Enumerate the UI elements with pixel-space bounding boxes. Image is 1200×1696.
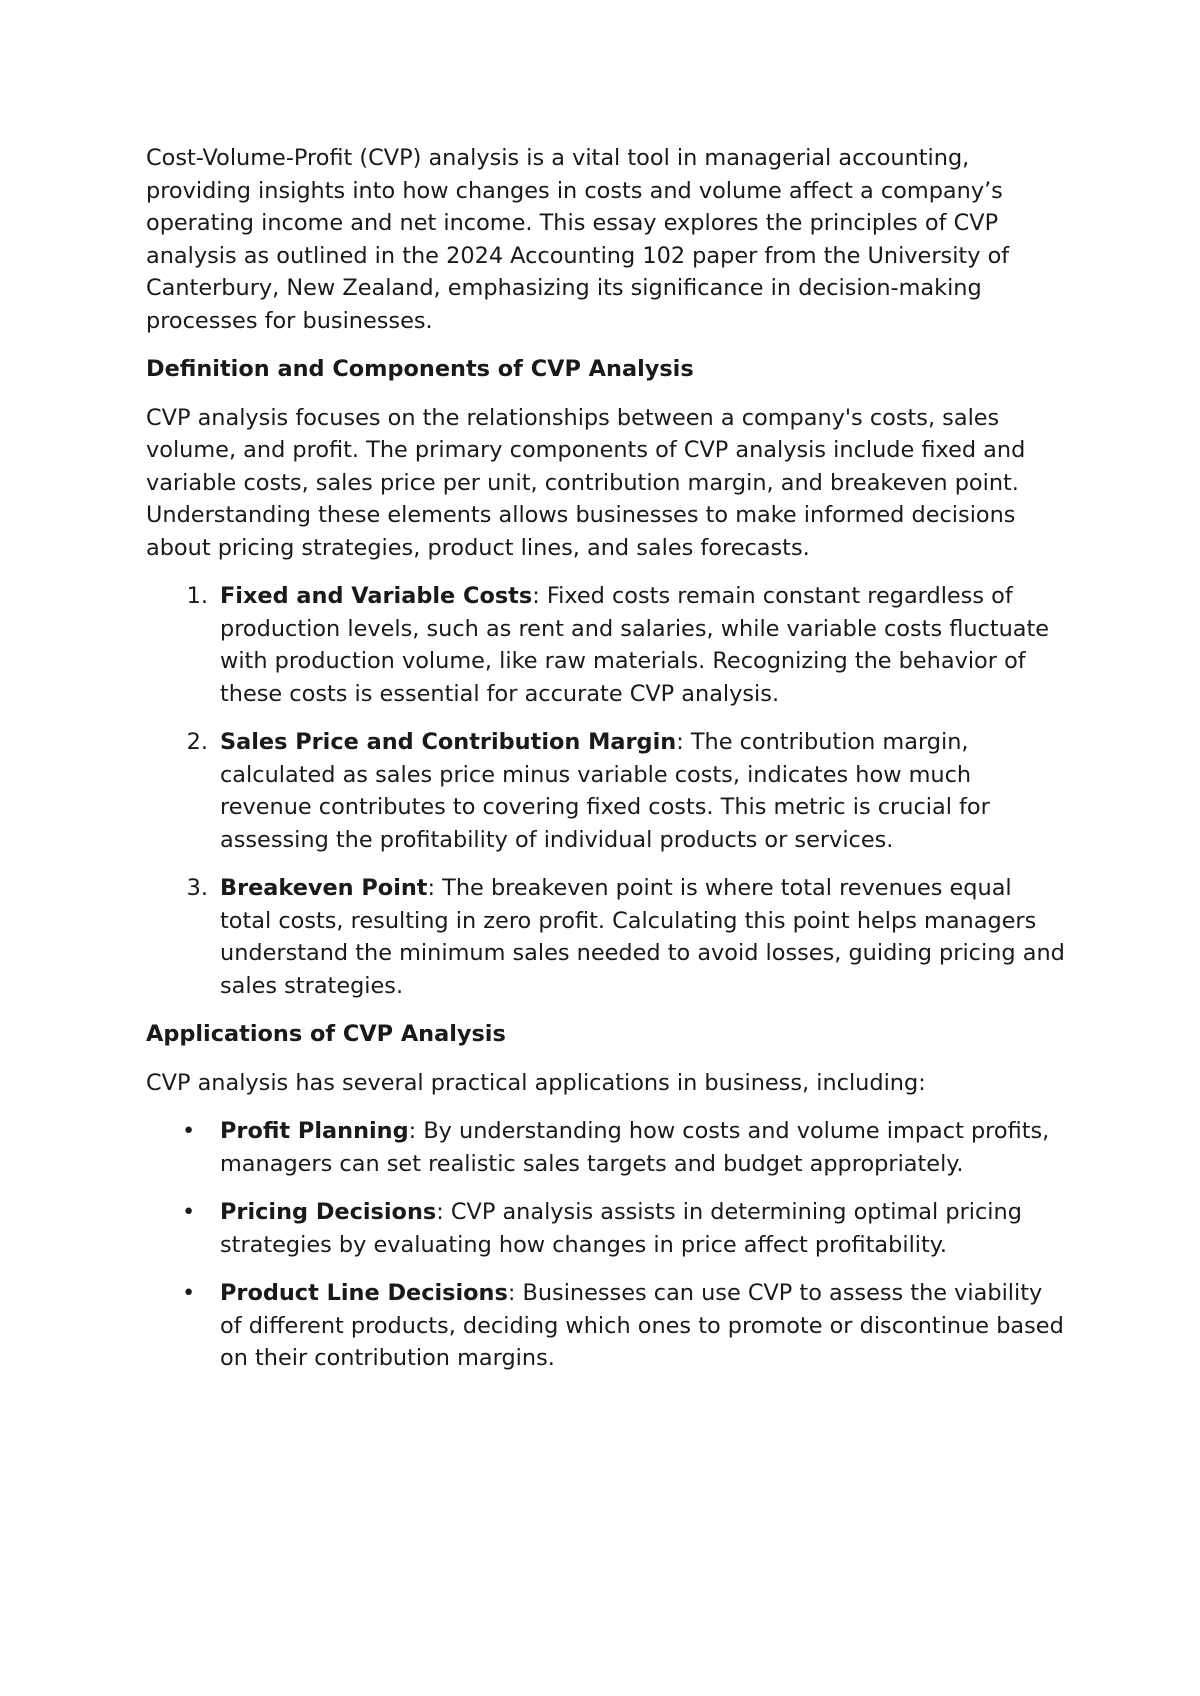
list-item-term: Profit Planning (220, 1118, 409, 1144)
list-item-text: : Businesses can use CVP to assess the viability of different products, deciding which ones to promote or discontinue based on their contribution margins. (220, 1280, 1064, 1371)
document-page (146, 142, 1066, 1391)
definition-paragraph: CVP analysis focuses on the relationships between a company's costs, sales volume, and profit. The primary components of CVP analysis include fixed and variable costs, sales price per unit, contribution margin, and breakeven point. Understanding these elements allows businesses to make informed decisions about pricing strategies, product lines, and sales forecasts. (146, 404, 1026, 561)
list-number: 1. (186, 583, 208, 609)
list-item-text: : Fixed costs remain constant regardless of production levels, such as rent and salaries, while variable costs fluctuate with production volume, like raw materials. Recognizing the behavior of these costs is essential for accurate CVP analysis. (220, 583, 1050, 707)
intro-paragraph: Cost-Volume-Profit (CVP) analysis is a vital tool in managerial accounting, providing insights into how changes in costs and volume affect a company’s operating income and net income. This essay explores the principles of CVP analysis as outlined in the 2024 Accounting 102 paper from the University of Canterbury, New Zealand, emphasizing its significance in decision-making processes for businesses. (146, 145, 1010, 334)
bullet-icon: • (182, 1118, 196, 1144)
applications-list (146, 1115, 1066, 1375)
bullet-icon: • (182, 1280, 196, 1306)
list-item-text: : The breakeven point is where total revenues equal total costs, resulting in zero profit. Calculating this point helps managers understand the minimum sales needed to avoid losses, guiding pricing and sales strategies. (220, 875, 1065, 999)
list-item-term: Fixed and Variable Costs (220, 583, 533, 609)
section-heading-applications: Applications of CVP Analysis (146, 1021, 506, 1047)
list-number: 2. (186, 729, 208, 755)
list-item-term: Pricing Decisions (220, 1199, 437, 1225)
list-item (146, 1196, 1066, 1261)
applications-paragraph: CVP analysis has several practical applications in business, including: (146, 1069, 926, 1096)
components-list (146, 580, 1066, 1002)
list-item (146, 1115, 1066, 1180)
section-heading-definition: Definition and Components of CVP Analysis (146, 356, 694, 382)
list-item-term: Breakeven Point (220, 875, 428, 901)
list-item-term: Product Line Decisions (220, 1280, 508, 1306)
list-item-text: : The contribution margin, calculated as sales price minus variable costs, indicates how much revenue contributes to covering fixed costs. This metric is crucial for assessing the profitability of individual products or services. (220, 729, 990, 853)
list-item-text: : By understanding how costs and volume impact profits, managers can set realistic sales targets and budget appropriately. (220, 1118, 1050, 1177)
list-number: 3. (186, 875, 208, 901)
list-item (146, 580, 1066, 710)
list-item (146, 872, 1066, 1002)
list-item-text: : CVP analysis assists in determining optimal pricing strategies by evaluating how changes in price affect profitability. (220, 1199, 1022, 1258)
list-item (146, 726, 1066, 856)
list-item (146, 1277, 1066, 1375)
bullet-icon: • (182, 1199, 196, 1225)
list-item-term: Sales Price and Contribution Margin (220, 729, 677, 755)
